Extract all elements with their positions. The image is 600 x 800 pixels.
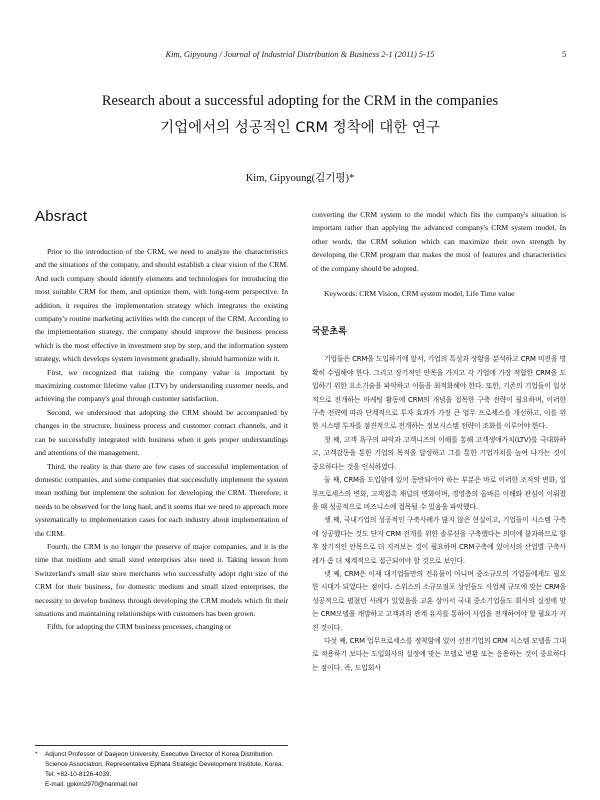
korean-paragraph: 넷 째, CRM은 이제 대기업들만의 전유물이 아니며 중소규모의 기업들에게도 필요한 시대가 되었다는 점이다. 스위스의 소규모점포 상인들도 사업체 규모에 맞는 CRM을 성공적으로 펼쳤던 사례가 있었음을 교훈 삼아서 국내 중소기업들도 회사의 실정에 맞는 CRM모델을 개발하고 고객과의 관계 유지를 통하여 사업을 전개하여야 할 필요가 커진 것이다. — [312, 569, 566, 632]
abstract-paragraph: Fifth, for adopting the CRM business processes, changing or — [47, 622, 232, 632]
korean-paragraph: 기업들은 CRM을 도입하기에 앞서, 기업의 특성과 상황을 분석하고 CRM 비전을 명확히 수립해야 한다. 그리고 장기적인 안목을 가지고 각 기업에 가장 적합한 CRM을 도입하기 위한 요소기술을 파악하고 이들을 최적화해야 한다. 또한, 기존의 기업들이 일상적으로 전개하는 마케팅 활동에 CRM의 개념을 접목한 구축 전략이 필요하며, 이러한 구축 전략에 따라 단계적으로 투자 효과가 가장 큰 업무 프로세스를 개선하고, 이를 위한 시스템 투자를 점진적으로 전개하는 정보시스템 전략이 조화를 이루어야 한다. — [312, 355, 566, 431]
abstract-heading: Absract — [35, 208, 88, 225]
korean-paragraph: 셋 째, 국내기업의 성공적인 구축사례가 많지 않은 현실이고, 기업들이 시스템 구축에 성공했다는 것도 단지 CRM 전개를 위한 솔루션을 구축했다는 의미에 불과하므로 향후 장기적인 안목으로 더 지켜보는 것이 필요하며 CRM구축에 있어서의 산업별 구축사례가 좀 더 체계적으로 접근되어야 할 것으로 보인다. — [312, 516, 566, 565]
footnote-marker: * — [35, 751, 38, 758]
keywords-label: Keywords: — [324, 289, 358, 299]
paper-title-english: Research about a successful adopting for the CRM in the companies — [101, 93, 499, 109]
korean-paragraph: 첫 째, 고객 욕구의 파악과 고객니즈의 이해를 통해 고객생애가치(LTV)를 극대화하고, 고객감동을 통한 기업의 목적을 달성하고 그를 통한 기업가치를 높여 나가는 것이 중요하다는 것을 인식하였다. — [312, 435, 566, 471]
abstract-paragraph: First, we recognized that raising the company value is important by maximizing customer lifetime value (LTV) by understanding customer needs, and achieving the company's goal through customer satisfaction. — [35, 367, 288, 404]
abstract-paragraph: Prior to the introduction of the CRM, we need to analyze the characteristics and the situations of the company, and should establish a clear vision of the CRM. And each company should identify elements and technologies for introducing the most suitable CRM for them, and optimize them, with long-term perspective. In addition, it requires the implementation strategy which integrates the existing company's routine marketing activities with the concept of the CRM. According to the implementation strategy, the company should improve the business process which is the most effective in investment step by step, and the information system strategy, which develops system investment gradually, should harmonize with it. — [35, 247, 288, 364]
korean-paragraph: 둘 째, CRM을 도입함에 있어 동반되어야 하는 부분은 바로 이러한 조직의 변화, 업무프로세스의 변화, 고객접촉 채널의 변화이며, 경영층의 올바른 이해와 관심이 이뤄졌을 때 성공적으로 비즈니스에 접목될 수 있음을 파악했다. — [312, 476, 566, 511]
korean-paragraph: 다섯 째, CRM 업무프로세스를 정착함에 있어 선진기업의 CRM 시스템 모델을 그대로 적용하기 보다는 도입회사의 실정에 맞는 모델로 변환 또는 응용하는 것이 중요하다는 점이다. 즉, 도입회사 — [312, 636, 566, 672]
author-line: Kim, Gipyoung(김기평)* — [245, 173, 355, 184]
running-head: Kim, Gipyoung / Journal of Industrial Distribution & Business 2-1 (2011) 5-15 — [165, 49, 435, 59]
abstract-paragraph: Second, we understood that adopting the CRM should be accompanied by changes in the structure, business process and customer contact channels, and it can be successfully integrated with business when it gets proper understandings and attentions of the management. — [35, 407, 288, 458]
korean-abstract-heading: 국문초록 — [312, 327, 347, 338]
abstract-continued: converting the CRM system to the model which fits the company's situation is important rather than applying the advanced company's CRM system model. In other words, the CRM solution which can maximize their own strength by developing the CRM program that makes the most of features and characteristics of the company should be adopted. — [312, 210, 566, 273]
abstract-paragraph: Fourth, the CRM is no longer the preserve of major companies, and it is the time that medium and small sized enterprises also need it. Taking lesson from Switzerland's small size store merchants who successfully adopt right size of the CRM for their business, for domestic medium and small sized enterprises, the necessity to develop business through developing the CRM models which fit their situations and maintaining relationships with customers has been grown. — [35, 541, 288, 618]
keywords-text: CRM Vision, CRM system model, Life Time value — [359, 289, 515, 299]
korean-abstract — [312, 353, 566, 675]
keywords — [312, 287, 566, 300]
left-column — [35, 208, 288, 634]
page-number: 5 — [562, 49, 567, 59]
paper-title-korean: 기업에서의 성공적인 CRM 정착에 대한 연구 — [160, 120, 440, 136]
footnote-email: E-mail: gpkim2970@hanmail.net — [45, 781, 138, 788]
right-column — [312, 208, 566, 675]
footnote-affiliation: Adjunct Professor of Daejeon University, Executive Director of Korea Distribution Science Association, Representative Ephata Strategic Development Institute, Korea. Tel: +82-10-8126-4039. — [45, 751, 284, 778]
footnote — [35, 745, 288, 790]
abstract-paragraph: Third, the reality is that there are few cases of successful implementation of domestic companies, and some companies that successfully implement the system mean nothing but implement the solution for developing the CRM. Therefore, it needs to be observed for the long haul, and it seems that we need to approach more systematically to implementation cases for each industry about implementation of the CRM. — [35, 461, 288, 538]
